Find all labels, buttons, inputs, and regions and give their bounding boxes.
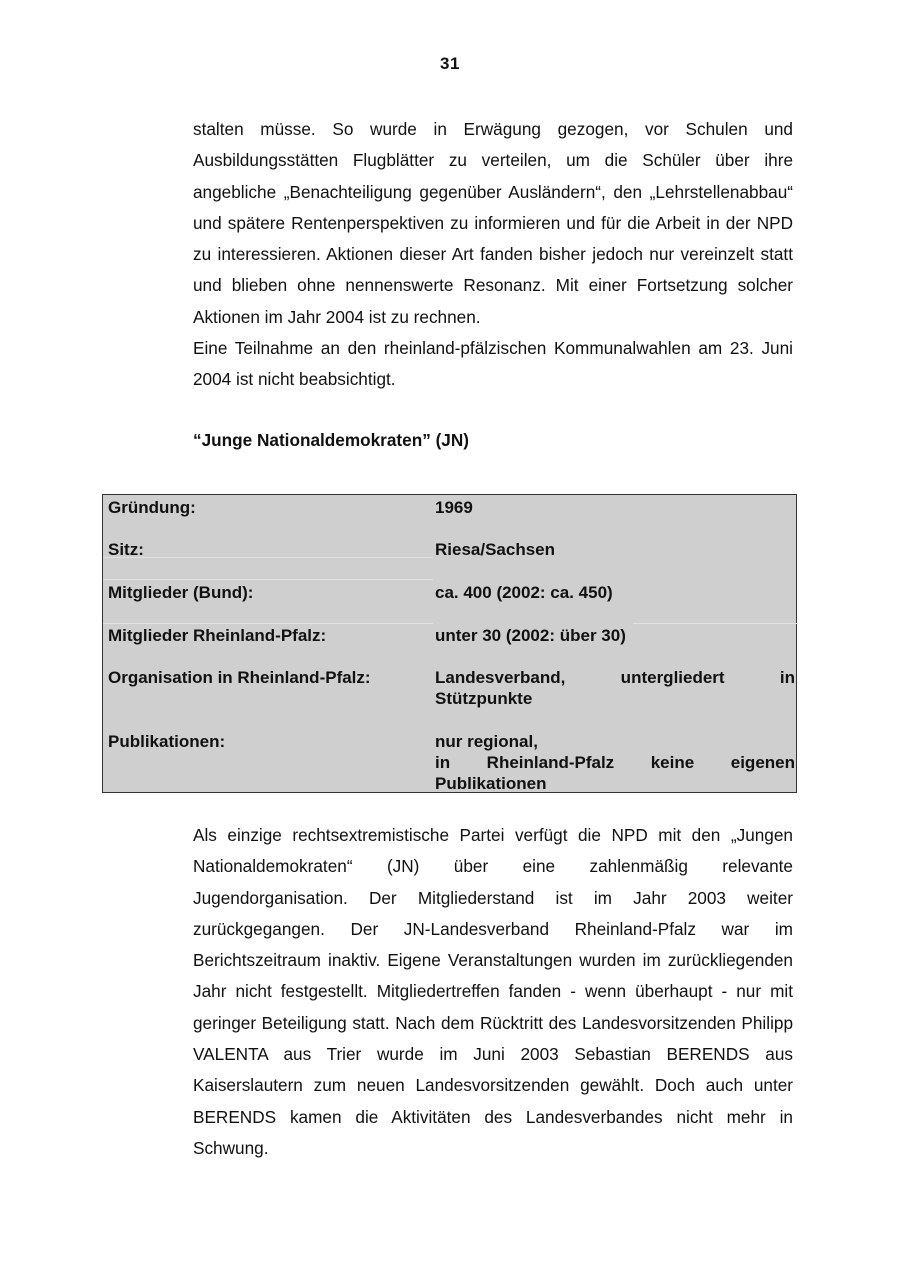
fact-value: Riesa/Sachsen [435,540,556,559]
body-paragraph: Als einzige rechtsextremistische Partei verfügt die NPD mit den „Jungen Nationaldemokraten“ (JN) über eine zahlenmäßig relevante Jugendorganisation. Der Mitgliederstand ist im Jahr 2003 weiter zurückgegangen. Der JN-Landesverband Rheinland-Pfalz war im Berichtszeitraum inaktiv. Eigene Veranstaltungen wurden im zurückliegenden Jahr nicht festgestellt. Mitgliedertreffen fanden - wenn überhaupt - nur mit geringer Beteiligung statt. Nach dem Rücktritt des Landesvorsitzenden Philipp VALENTA aus Trier wurde im Juni 2003 Sebastian BERENDS aus Kaiserslautern zum neuen Landesvorsitzenden gewählt. Doch auch unter BERENDS kamen die Aktivitäten des Landesverbandes nicht mehr in Schwung. [193,825,793,1158]
page-number-text: 31 [440,54,460,73]
fact-label: Publikationen: [108,732,226,751]
section-heading: “Junge Nationaldemokraten” (JN) [193,430,469,450]
fact-value-line: in Rheinland-Pfalz keine eigenen Publikationen [435,753,795,793]
fact-label: Gründung: [108,498,196,517]
fact-label: Organisation in Rheinland-Pfalz: [108,668,371,687]
body-text [193,820,793,1164]
intro-paragraph: stalten müsse. So wurde in Erwägung gezogen, vor Schulen und Ausbildungsstätten Flugblätter zu verteilen, um die Schüler über ihre angebliche „Benachteiligung gegenüber Ausländern“, den „Lehrstellenabbau“ und spätere Rentenperspektiven zu informieren und für die Arbeit in der NPD zu interessieren. Aktionen dieser Art fanden bisher jedoch nur vereinzelt statt und blieben ohne nennenswerte Resonanz. Mit einer Fortsetzung solcher Aktionen im Jahr 2004 ist zu rechnen. [193,119,793,327]
intro-paragraph: Eine Teilnahme an den rheinland-pfälzischen Kommunalwahlen am 23. Juni 2004 ist nicht beabsichtigt. [193,338,793,390]
fact-table [102,494,797,793]
page-number [0,54,900,74]
fact-label: Mitglieder Rheinland-Pfalz: [108,626,327,645]
fact-value: 1969 [435,498,473,517]
intro-text [193,114,793,396]
fact-label: Sitz: [108,540,144,559]
fact-value-line: nur regional, [435,732,538,751]
fact-value: Landesverband, untergliedert in Stützpunkte [435,668,795,708]
fact-value: ca. 400 (2002: ca. 450) [435,583,613,602]
fact-value: unter 30 (2002: über 30) [435,626,626,645]
fact-value [435,731,795,794]
fact-label: Mitglieder (Bund): [108,583,254,602]
